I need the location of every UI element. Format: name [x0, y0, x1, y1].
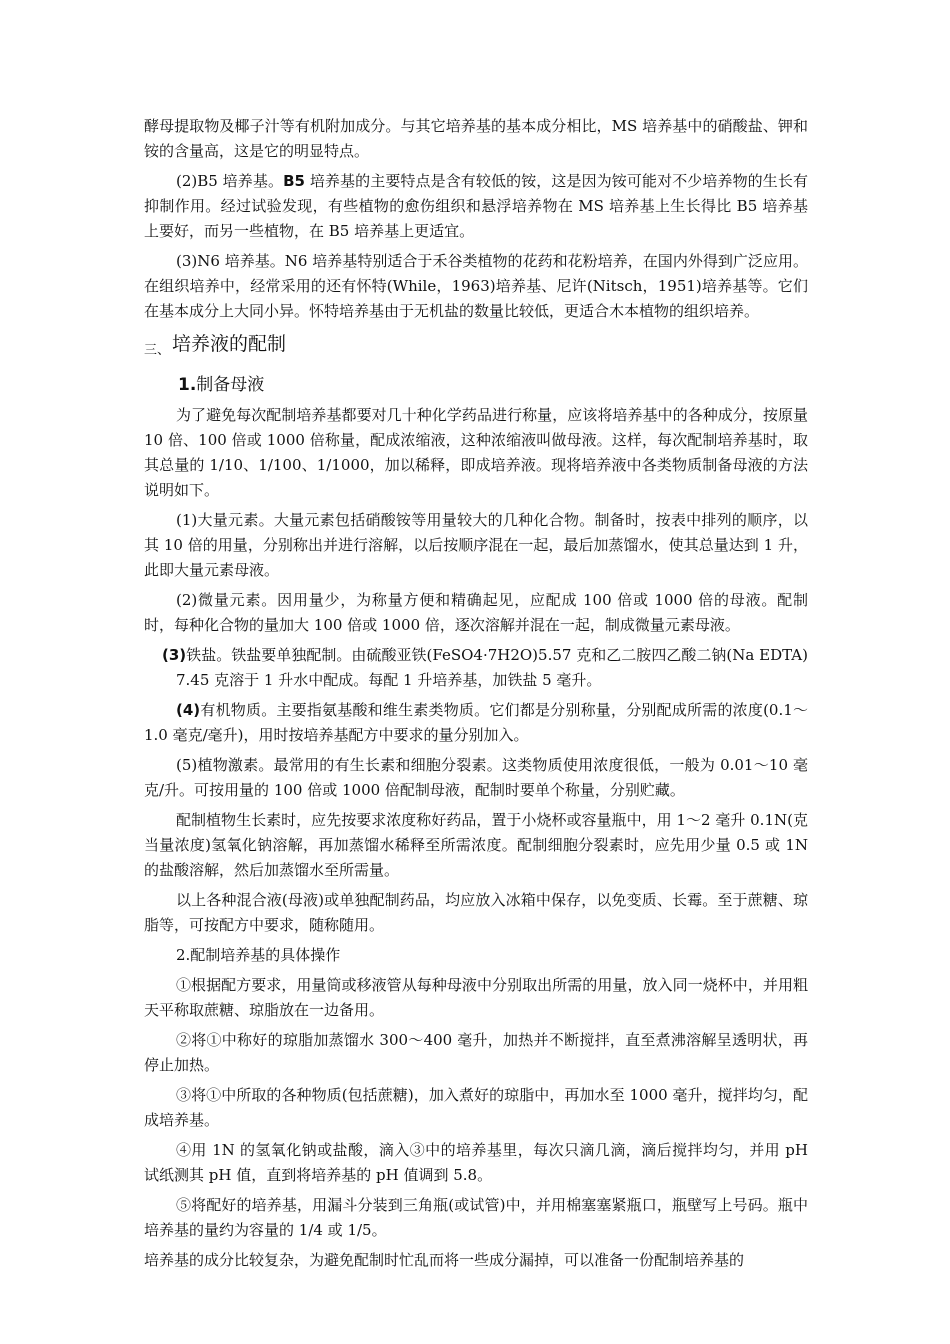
paragraph-step-1: ①根据配方要求，用量筒或移液管从每种母液中分别取出所需的用量，放入同一烧杯中，并用粗天平称取蔗糖、琼脂放在一边备用。 — [144, 976, 808, 1019]
section-title: 培养液的配制 — [172, 333, 287, 355]
paragraph-storage: 以上各种混合液(母液)或单独配制药品，均应放入冰箱中保存，以免变质、长霉。至于蔗糖、琼脂等，可按配方中要求，随称随用。 — [144, 891, 808, 934]
paragraph-auxin: 配制植物生长素时，应先按要求浓度称好药品，置于小烧杯或容量瓶中，用 1～2 毫升 0.1N(克当量浓度)氢氧化钠溶解，再加蒸馏水稀释至所需浓度。配制细胞分裂素时，应先用少量 0.5 或 1N 的盐酸溶解，然后加蒸馏水至所需量。 — [144, 811, 808, 879]
paragraph-micro-elements: (2)微量元素。因用量少，为称量方便和精确起见，应配成 100 倍或 1000 倍的母液。配制时，每种化合物的量加大 100 倍或 1000 倍，逐次溶解并混在一起，制成微量元素母液。 — [144, 591, 808, 634]
organic-body: 有机物质。主要指氨基酸和维生素类物质。它们都是分别称量，分别配成所需的浓度(0.1～1.0 毫克/毫升)，用时按培养基配方中要求的量分别加入。 — [144, 701, 808, 744]
paragraph-step-3: ③将①中所取的各种物质(包括蔗糖)，加入煮好的琼脂中，再加水至 1000 毫升，搅拌均匀，配成培养基。 — [144, 1086, 808, 1129]
paragraph-iron-salt — [158, 643, 808, 693]
paragraph-n6-medium: (3)N6 培养基。N6 培养基特别适合于禾谷类植物的花药和花粉培养，在国内外得到广泛应用。在组织培养中，经常采用的还有怀特(While，1963)培养基、尼许(Nitsch，1951)培养基等。它们在基本成分上大同小异。怀特培养基由于无机盐的数量比较低，更适合木本植物的组织培养。 — [144, 252, 808, 320]
paragraph-macro-elements: (1)大量元素。大量元素包括硝酸铵等用量较大的几种化合物。制备时，按表中排列的顺序，以其 10 倍的用量，分别称出并进行溶解，以后按顺序混在一起，最后加蒸馏水，使其总量达到 1 升，此即大量元素母液。 — [144, 511, 808, 579]
section-number: 三、 — [144, 343, 171, 358]
paragraph-ms-summary: 酵母提取物及椰子汁等有机附加成分。与其它培养基的基本成分相比，MS 培养基中的硝酸盐、钾和铵的含量高，这是它的明显特点。 — [144, 117, 808, 160]
paragraph-step-2: ②将①中称好的琼脂加蒸馏水 300～400 毫升，加热并不断搅拌，直至煮沸溶解呈透明状，再停止加热。 — [144, 1031, 808, 1074]
iron-body: 铁盐。铁盐要单独配制。由硫酸亚铁(FeSO4·7H2O)5.57 克和乙二胺四乙酸二钠(Na EDTA)7.45 克溶于 1 升水中配成。每配 1 升培养基，加铁盐 5 毫升。 — [176, 646, 808, 689]
subsection-title: 制备母液 — [196, 375, 265, 395]
b5-body: 培养基的主要特点是含有较低的铵，这是因为铵可能对不少培养物的生长有抑制作用。经过试验发现，有些植物的愈伤组织和悬浮培养物在 MS 培养基上生长得比 B5 培养基上要好，而另一些植物，在 B5 培养基上更适宜。 — [144, 172, 808, 240]
paragraph-b5-medium — [144, 169, 808, 244]
section-heading-3 — [144, 330, 808, 365]
paragraph-organic — [144, 698, 808, 748]
paragraph-hormones: (5)植物激素。最常用的有生长素和细胞分裂素。这类物质使用浓度很低，一般为 0.01～10 毫克/升。可按用量的 100 倍或 1000 倍配制母液，配制时要单个称量，分别贮藏。 — [144, 756, 808, 799]
paragraph-stock-intro: 为了避免每次配制培养基都要对几十种化学药品进行称量，应该将培养基中的各种成分，按原量 10 倍、100 倍或 1000 倍称量，配成浓缩液，这种浓缩液叫做母液。这样，每次配制培养基时，取其总量的 1/10、1/100、1/1000，加以稀释，即成培养液。现将培养液中各类物质制备母液的方法说明如下。 — [144, 406, 808, 499]
subsection-number: 1. — [178, 375, 197, 395]
b5-lead: (2)B5 培养基。 — [176, 172, 284, 190]
paragraph-step-5: ⑤将配好的培养基，用漏斗分装到三角瓶(或试管)中，并用棉塞塞紧瓶口，瓶壁写上号码。瓶中培养基的量约为容量的 1/4 或 1/5。 — [144, 1196, 808, 1239]
paragraph-step-4: ④用 1N 的氢氧化钠或盐酸，滴入③中的培养基里，每次只滴几滴，滴后搅拌均匀，并用 pH 试纸测其 pH 值，直到将培养基的 pH 值调到 5.8。 — [144, 1141, 808, 1184]
b5-bold-term: B5 — [283, 172, 305, 190]
subsection-heading-1 — [178, 371, 808, 399]
subsection-heading-2: 2.配制培养基的具体操作 — [176, 946, 341, 964]
document-body — [144, 114, 808, 1278]
paragraph-closing: 培养基的成分比较复杂，为避免配制时忙乱而将一些成分漏掉，可以准备一份配制培养基的 — [144, 1251, 745, 1269]
iron-lead: (3) — [162, 646, 187, 664]
organic-lead: (4) — [176, 701, 201, 719]
